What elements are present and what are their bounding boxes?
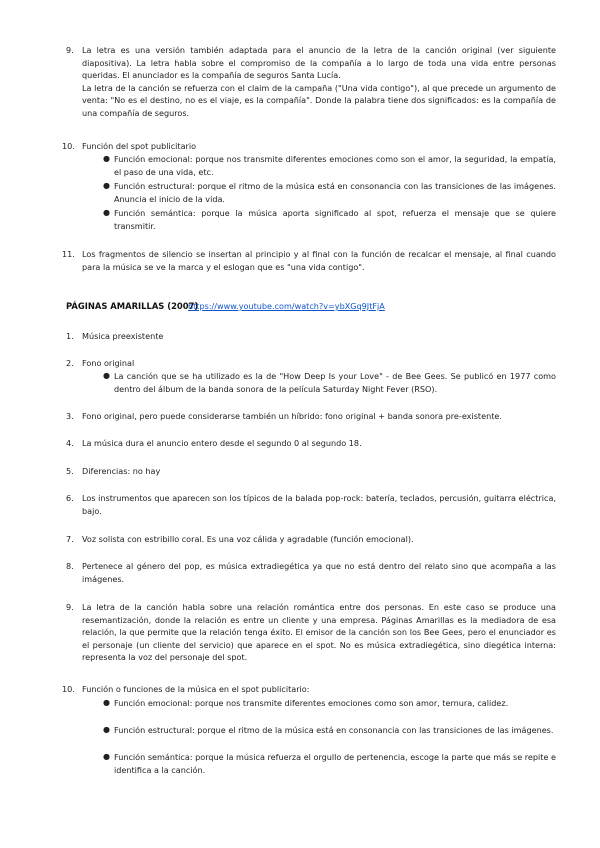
item-text: La letra de la canción habla sobre una relación romántica entre dos personas. En este caso se produce una resemantización, donde la relación es entre un cliente y una empresa. Páginas Amarillas es la mediadora de esa relación, la que permite que la relación tenga éxito. El emisor de la canción son los Bee Gees, pero el enunciador es el personaje (un cliente del servicio) que aparece en el spot. No es música extradiegética, sino diegética interna: representa la voz del personaje del spot.: [82, 602, 556, 663]
item-number: 10.: [62, 141, 75, 151]
bullet-icon: ●: [103, 208, 110, 217]
bullet-text: Función estructural: porque el ritmo de la música está en consonancia con las transiciones de las imágenes. Anuncia el inicio de la vida.: [114, 181, 556, 204]
item-number: 1.: [66, 331, 74, 341]
item-text: Los instrumentos que aparecen son los típicos de la balada pop-rock: batería, teclados, percusión, guitarra eléctrica, bajo.: [82, 493, 556, 516]
item-text: Función o funciones de la música en el spot publicitario:: [82, 684, 310, 694]
bullet-text: Función emocional: porque nos transmite diferentes emociones como son amor, ternura, calidez.: [114, 698, 509, 708]
bullet-text: Función semántica: porque la música aporta significado al spot, refuerza el mensaje que se quiere transmitir.: [114, 208, 556, 231]
item-number: 5.: [66, 466, 74, 476]
bullet-text: Función emocional: porque nos transmite diferentes emociones como son el amor, la seguridad, la empatía, el paso de una vida, etc.: [114, 154, 556, 177]
bullet-icon: ●: [103, 752, 110, 761]
item-text: Fono original, pero puede considerarse también un híbrido: fono original + banda sonora pre-existente.: [82, 411, 502, 421]
bullet-icon: ●: [103, 371, 110, 380]
bullet-icon: ●: [103, 181, 110, 190]
section-heading: PÁGINAS AMARILLAS (2007): [66, 301, 199, 311]
item-title: Función del spot publicitario: [82, 141, 197, 151]
youtube-link[interactable]: https://www.youtube.com/watch?v=ybXGq9JtFjA: [188, 301, 385, 311]
item-number: 9.: [66, 45, 74, 55]
item-text: Fono original: [82, 358, 135, 368]
bullet-text: La canción que se ha utilizado es la de "How Deep Is your Love" - de Bee Gees. Se publicó en 1977 como dentro del álbum de la banda sonora de la película Saturday Night Fever (RSO).: [114, 371, 556, 394]
item-number: 4.: [66, 438, 74, 448]
item-number: 9.: [66, 602, 74, 612]
item-text: Diferencias: no hay: [82, 466, 161, 476]
item-number: 10.: [62, 684, 75, 694]
paragraph: La letra de la canción se refuerza con el claim de la campaña ("Una vida contigo"), al que precede un argumento de venta: "No es el destino, no es el viaje, es la compañía". Donde la palabra tiene dos significados: es la compañía de una compañía de seguros.: [82, 82, 556, 118]
item-number: 2.: [66, 358, 74, 368]
bullet-icon: ●: [103, 725, 110, 734]
bullet-icon: ●: [103, 698, 110, 707]
item-number: 8.: [66, 561, 74, 571]
item-text: La música dura el anuncio entero desde el segundo 0 al segundo 18.: [82, 438, 362, 448]
item-text: [82, 248, 556, 273]
item-number: 11.: [62, 249, 75, 259]
item-number: 3.: [66, 411, 74, 421]
item-text: Música preexistente: [82, 331, 164, 341]
item-number: 7.: [66, 534, 74, 544]
item-text: [82, 44, 556, 120]
item-number: 6.: [66, 493, 74, 503]
bullet-text: Función semántica: porque la música refuerza el orgullo de pertenencia, escoge la parte que más se repite e identifica a la canción.: [114, 752, 556, 775]
bullet-text: Función estructural: porque el ritmo de la música está en consonancia con las transiciones de las imágenes.: [114, 725, 554, 735]
paragraph: La letra es una versión también adaptada para el anuncio de la letra de la canción original (ver siguiente diapositiva). La letra habla sobre el compromiso de la compañía a lo largo de toda una vida entre personas queridas. El anunciador es la compañía de seguros Santa Lucía.: [82, 45, 556, 81]
bullet-icon: ●: [103, 154, 110, 163]
paragraph: Los fragmentos de silencio se insertan al principio y al final con la función de recalcar el mensaje, al final cuando para la música se ve la marca y el eslogan que es "una vida contigo".: [82, 249, 556, 272]
item-text: Voz solista con estribillo coral. Es una voz cálida y agradable (función emocional).: [82, 534, 414, 544]
item-text: Pertenece al género del pop, es música extradiegética ya que no está dentro del relato sino que acompaña a las imágenes.: [82, 561, 556, 584]
